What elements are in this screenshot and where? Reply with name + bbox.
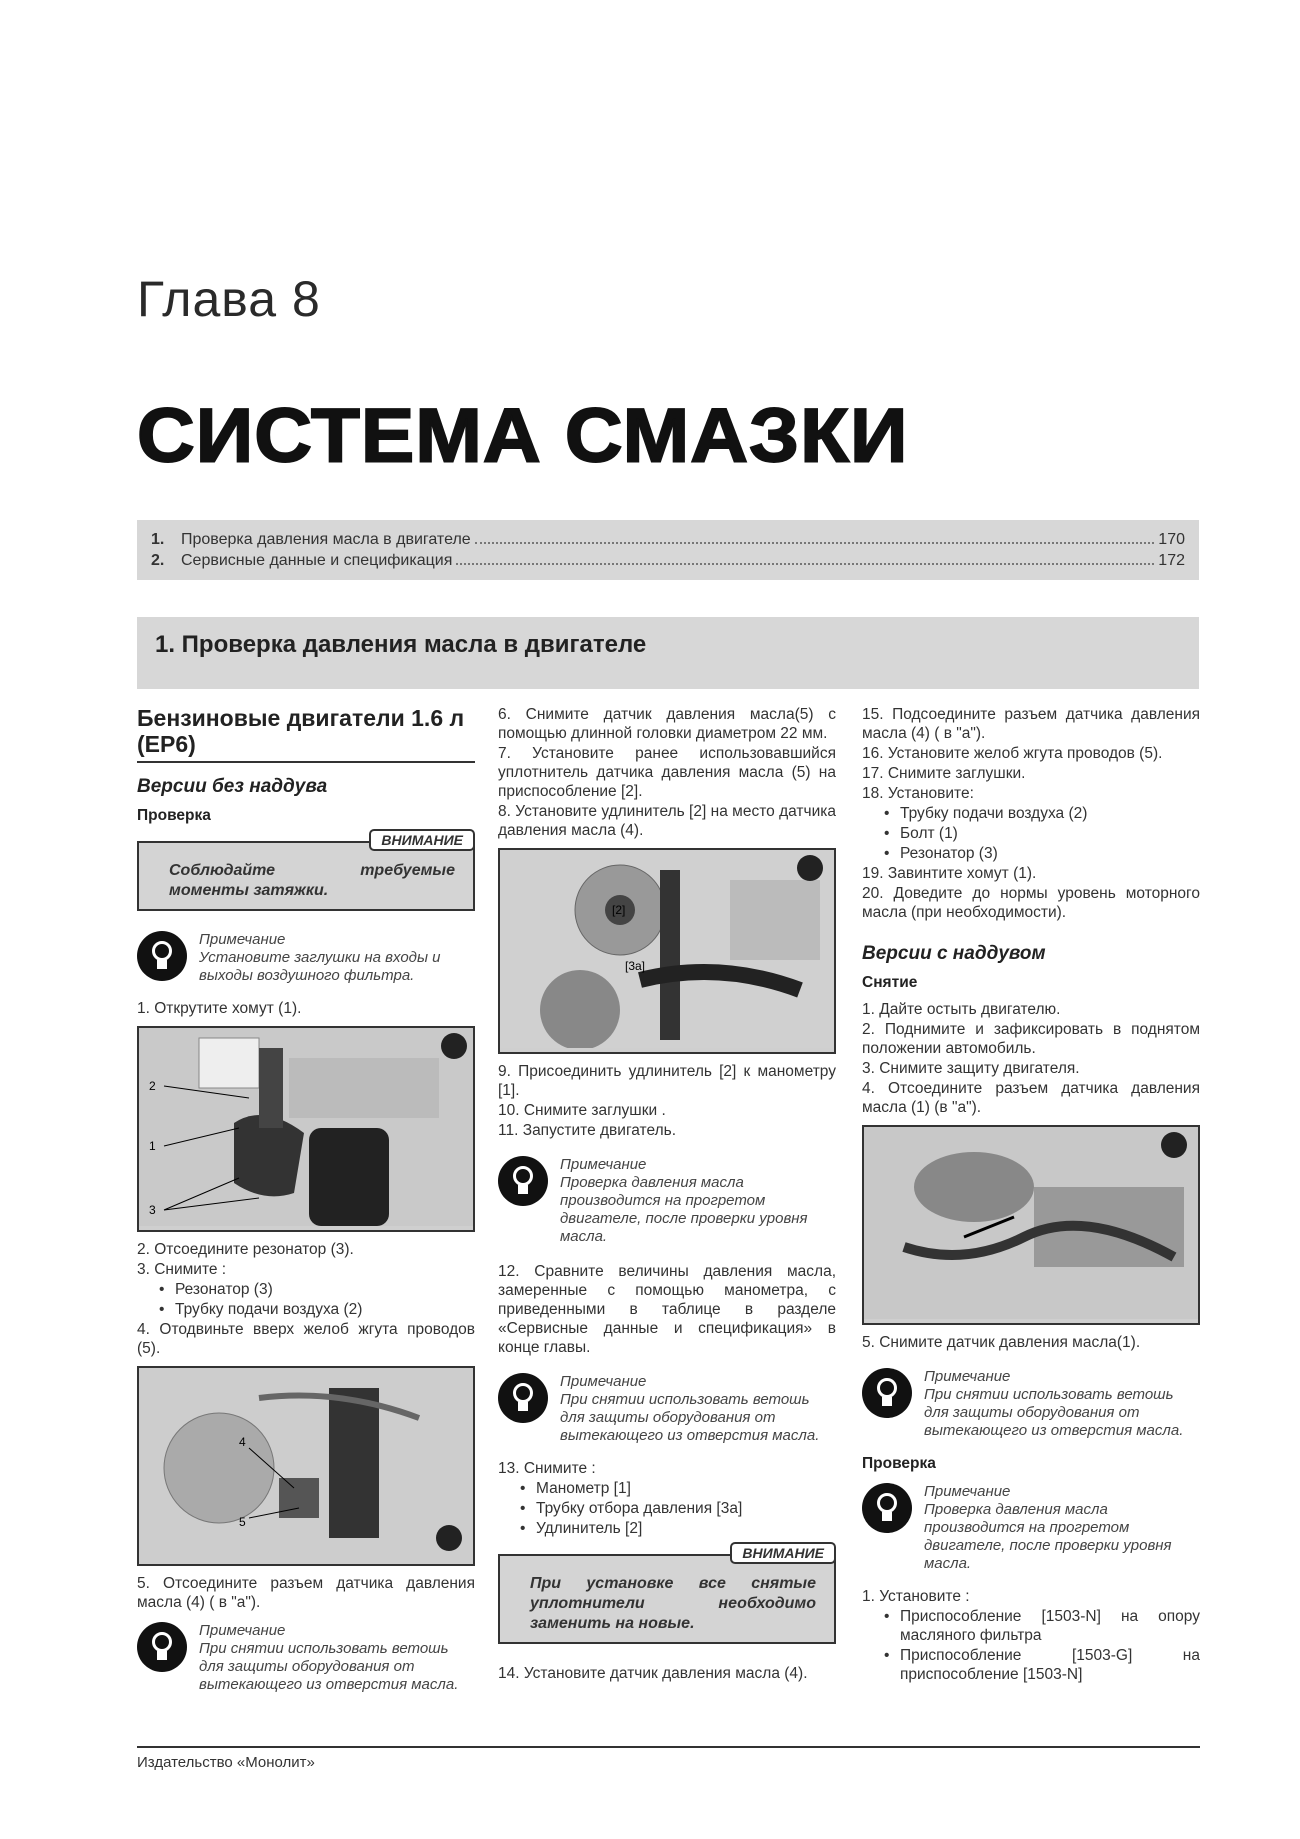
step: 1. Открутите хомут (1). [137,1000,302,1017]
bullet: • Трубку подачи воздуха (2) [862,804,1200,823]
step: 2. Поднимите и зафиксировать в поднятом положении автомобиль. [862,1021,1200,1057]
lightbulb-icon [137,931,187,981]
toc-number: 1. [151,531,165,548]
lightbulb-icon [862,1368,912,1418]
subheading: Версии без наддува [137,776,328,797]
bullet: • Трубку подачи воздуха (2) [137,1300,475,1319]
toc-leader [475,529,1155,544]
step: 12. Сравните величины давления масла, замеренные с помощью манометра, с приведенными в таблице в разделе «Сервисные данные и спецификация» в конце главы. [498,1263,836,1356]
note-label: Примечание [199,1622,286,1639]
chapter-label: Глава 8 [137,271,321,327]
note-label: Примечание [924,1368,1011,1385]
bullet: • Трубку отбора давления [3а] [498,1499,836,1518]
step: 9. Присоединить удлинитель [2] к манометру [1]. [498,1063,836,1099]
callout-label: 3 [149,1203,156,1217]
step: 11. Запустите двигатель. [498,1122,677,1139]
toc-text: Проверка давления масла в двигателе [181,531,471,548]
note [498,1156,836,1246]
step: 4. Отодвиньте вверх желоб жгута проводов (5). [137,1321,475,1357]
engine-photo-4 [862,1125,1200,1325]
page-title: СИСТЕМА СМАЗКИ [137,392,909,478]
warning-box [498,1545,836,1644]
step: 2. Отсоедините резонатор (3). [137,1241,354,1258]
subsection-label: Снятие [862,974,918,991]
bullet: • Манометр [1] [498,1479,836,1498]
note-label: Примечание [199,931,286,948]
engine-photo-3 [498,848,836,1054]
note [137,1622,475,1694]
lightbulb-icon [498,1156,548,1206]
step: 1. Установите : [862,1588,970,1605]
warning-box [137,832,475,911]
bullet: • Резонатор (3) [862,844,1200,863]
toc-row[interactable] [151,529,1185,550]
step: 10. Снимите заглушки . [498,1102,666,1119]
callout-label: 2 [149,1079,156,1093]
step: 5. Отсоедините разъем датчика давления масла (4) ( в "а"). [137,1575,475,1611]
warning-tag: ВНИМАНИЕ [730,1542,836,1564]
step: 3. Снимите : [137,1261,227,1278]
note [498,1373,836,1445]
step: 6. Снимите датчик давления масла(5) с помощью длинной головки диаметром 22 мм. [498,706,836,742]
bullet: • Резонатор (3) [137,1280,475,1299]
lightbulb-icon [137,1622,187,1672]
step: 20. Доведите до нормы уровень моторного масла (при необходимости). [862,885,1200,921]
note-text: Проверка давления масла производится на прогретом двигателе, после проверки уровня масла. [924,1501,1172,1572]
note-text: При снятии использовать ветошь для защиты оборудования от вытекающего из отверстия масла. [924,1386,1184,1439]
column-3 [862,705,1200,1685]
footer-divider [137,1746,1200,1748]
engine-photo-2 [137,1366,475,1566]
section-header [137,617,1199,689]
step: 5. Снимите датчик давления масла(1). [862,1334,1141,1351]
step: 15. Подсоедините разъем датчика давления масла (4) ( в "а"). [862,706,1200,742]
step: 18. Установите: [862,785,974,802]
step: 17. Снимите заглушки. [862,765,1026,782]
engine-photo-1 [137,1026,475,1232]
step: 16. Установите желоб жгута проводов (5). [862,745,1163,762]
publisher-footer: Издательство «Монолит» [137,1754,315,1771]
subsection-label: Проверка [137,807,211,824]
note-text: При снятии использовать ветошь для защиты оборудования от вытекающего из отверстия масла. [560,1391,820,1444]
callout-label: 4 [239,1435,246,1449]
column-2 [498,705,836,1684]
step: 14. Установите датчик давления масла (4). [498,1665,808,1682]
subheading: Версии с наддувом [862,943,1046,964]
bullet: • Удлинитель [2] [498,1519,836,1538]
lightbulb-icon [498,1373,548,1423]
toc-number: 2. [151,552,165,569]
subsection-label: Проверка [862,1455,936,1472]
bullet: • Приспособление [1503-G] на приспособление [1503-N] [862,1646,1200,1684]
step: 4. Отсоедините разъем датчика давления масла (1) (в "а"). [862,1080,1200,1116]
toc-row[interactable] [151,550,1185,571]
step: 7. Установите ранее использовавшийся уплотнитель датчика давления масла (5) на приспособление [2]. [498,745,836,800]
callout-label: 5 [239,1515,246,1529]
note-text: Установите заглушки на входы и выходы воздушного фильтра. [199,949,441,984]
toc-page: 170 [1158,531,1185,548]
note-label: Примечание [924,1483,1011,1500]
bullet: • Болт (1) [862,824,1200,843]
warning-text: Соблюдайте требуемые моменты затяжки. [169,862,455,899]
note-label: Примечание [560,1373,647,1390]
note-text: Проверка давления масла производится на прогретом двигателе, после проверки уровня масла. [560,1174,808,1245]
toc-page: 172 [1158,552,1185,569]
toc-leader [456,550,1154,565]
column-1 [137,705,475,1708]
note-text: При снятии использовать ветошь для защиты оборудования от вытекающего из отверстия масла. [199,1640,459,1693]
note-label: Примечание [560,1156,647,1173]
callout-label: [3a] [625,959,646,973]
note [862,1368,1200,1440]
step: 8. Установите удлинитель [2] на место датчика давления масла (4). [498,803,836,839]
warning-text: При установке все снятые уплотнители необходимо заменить на новые. [530,1575,816,1632]
section-title: 1. Проверка давления масла в двигателе [155,631,647,658]
step: 1. Дайте остыть двигателю. [862,1001,1061,1018]
table-of-contents [137,520,1199,580]
note [137,931,475,985]
toc-text: Сервисные данные и спецификация [181,552,453,569]
engine-heading: Бензиновые двигатели 1.6 л (EP6) [137,705,475,763]
note [862,1483,1200,1573]
callout-label: 1 [149,1139,156,1153]
lightbulb-icon [862,1483,912,1533]
bullet: • Приспособление [1503-N] на опору масляного фильтра [862,1607,1200,1645]
step: 3. Снимите защиту двигателя. [862,1060,1080,1077]
warning-tag: ВНИМАНИЕ [369,829,475,851]
step: 13. Снимите : [498,1460,596,1477]
step: 19. Завинтите хомут (1). [862,865,1037,882]
callout-label: [2] [612,903,626,917]
